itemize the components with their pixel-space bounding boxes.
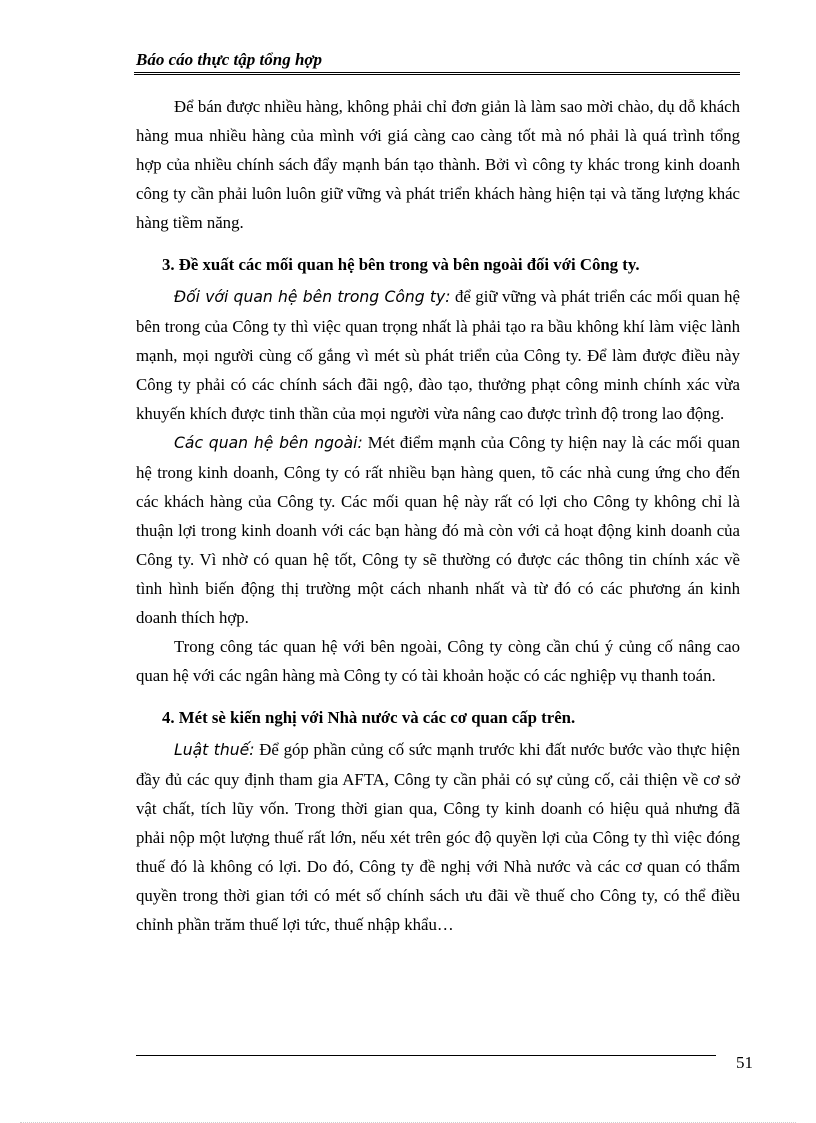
paragraph-lead: Luật thuế: bbox=[174, 741, 255, 759]
footer-rule bbox=[136, 1055, 716, 1056]
report-title: Báo cáo thực tập tổng hợp bbox=[136, 50, 323, 69]
paragraph: Trong công tác quan hệ với bên ngoài, Công ty còng cần chú ý củng cố nâng cao quan hệ với các ngân hàng mà Công ty có tài khoản hoặc có các nghiệp vụ thanh toán. bbox=[136, 637, 740, 685]
paragraph bbox=[136, 735, 740, 939]
page-number: 51 bbox=[736, 1053, 753, 1072]
paragraph-text: để giữ vững và phát triển các mối quan hệ bên trong của Công ty thì việc quan trọng nhất là phải tạo ra bầu không khí làm việc lành mạnh, mọi người cùng cố gắng vì mét sù phát triển của Công ty. Để làm được điều này Công ty phải có các chính sách đãi ngộ, đào tạo, thưởng phạt công minh chính xác vừa khuyến khích được tinh thần của mọi người vừa nâng cao được trình độ trong lao động. bbox=[136, 287, 741, 423]
paragraph bbox=[136, 428, 740, 632]
header-rule-thick bbox=[134, 72, 740, 73]
paragraph-lead: Đối với quan hệ bên trong Công ty: bbox=[174, 288, 451, 306]
paragraph: Để bán được nhiều hàng, không phải chỉ đơn giản là làm sao mời chào, dụ dỗ khách hàng mua nhiều hàng của mình với giá càng cao càng tốt mà nó phải là quá trình tổng hợp của nhiều chính sách đẩy mạnh bán tạo thành. Bởi vì công ty khác trong kinh doanh công ty cần phải luôn luôn giữ vững và phát triển khách hàng hiện tại và tăng lượng khác hàng tiềm năng. bbox=[136, 97, 740, 232]
paragraph-lead: Các quan hệ bên ngoài: bbox=[174, 434, 363, 452]
section-heading: 3. Đề xuất các mối quan hệ bên trong và bên ngoài đối với Công ty. bbox=[162, 255, 640, 274]
document-body bbox=[136, 92, 740, 939]
paragraph bbox=[136, 282, 740, 428]
paragraph-text: Mét điểm mạnh của Công ty hiện nay là các mối quan hệ trong kinh doanh, Công ty có rất nhiều bạn hàng quen, tõ các nhà cung ứng cho đến các khách hàng của Công ty. Các mối quan hệ này rất có lợi cho Công ty không chỉ là thuận lợi trong kinh doanh với các bạn hàng đó mà còn với cả hoạt động kinh doanh của Công ty. Vì nhờ có quan hệ tốt, Công ty sẽ thường có được các thông tin chính xác về tình hình biến động thị trường một cách nhanh nhất và từ đó có các phương án kinh doanh thích hợp. bbox=[136, 433, 740, 627]
paragraph-text: Để góp phần củng cố sức mạnh trước khi đất nước bước vào thực hiện đầy đủ các quy định tham gia AFTA, Công ty cần phải có sự củng cố, cải thiện về cơ sở vật chất, tích lũy vốn. Trong thời gian qua, Công ty kinh doanh có hiệu quả nhưng đã phải nộp một lượng thuế rất lớn, nếu xét trên góc độ quyền lợi của Công ty thì việc đóng thuế đó là không có lợi. Do đó, Công ty đề nghị với Nhà nước và các cơ quan có thẩm quyền trong thời gian tới có mét số chính sách ưu đãi về thuế cho Công ty, có thể điều chỉnh phần trăm thuế lợi tức, thuế nhập khẩu… bbox=[136, 740, 740, 934]
section-heading: 4. Mét sè kiến nghị với Nhà nước và các cơ quan cấp trên. bbox=[162, 708, 576, 727]
header-rule-thin bbox=[134, 74, 740, 75]
